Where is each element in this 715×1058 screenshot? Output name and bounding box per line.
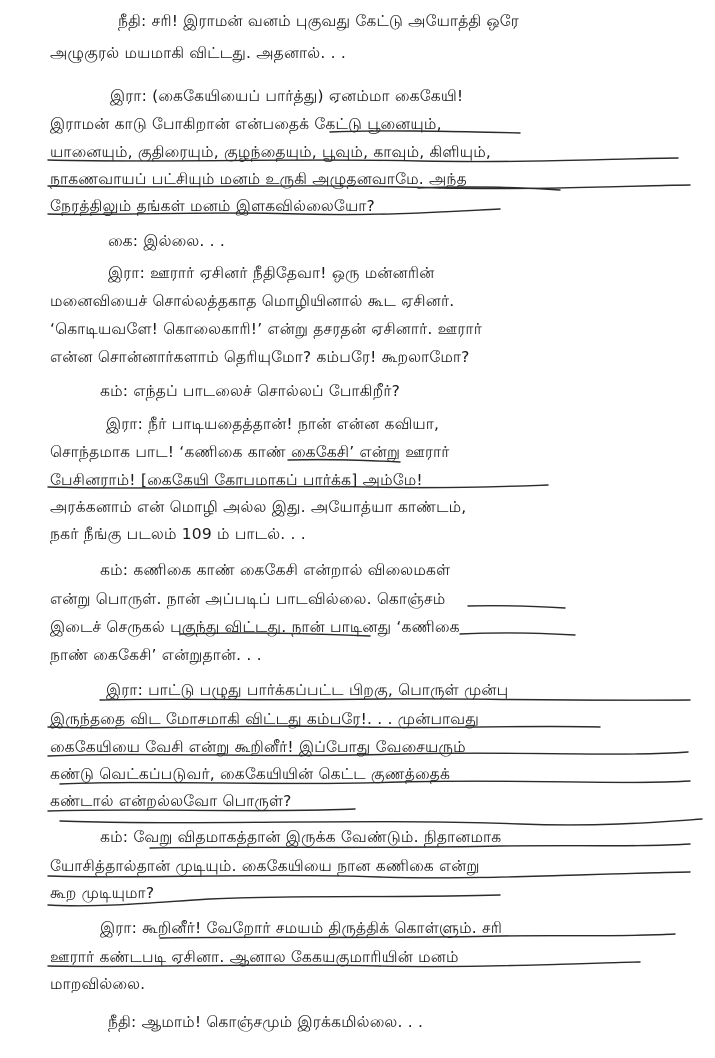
text-line: நாகணவாயப் பட்சியும் மனம் உருகி அழுதனவாமே. அந்த xyxy=(50,170,467,188)
text-line: நீதி: ஆமாம்! கொஞ்சமும் இரக்கமில்லை. . . xyxy=(108,1013,424,1031)
text-line: என்ன சொன்னார்களாம் தெரியுமோ? கம்பரே! கூறலாமோ? xyxy=(50,348,470,366)
text-line: மனைவியைச் சொல்லத்தகாத மொழியினால் கூட ஏசினர். xyxy=(50,292,455,310)
text-line: கம்: கணிகை காண் கைகேசி என்றால் விலைமகள் xyxy=(100,561,451,579)
text-line: மாறவில்லை. xyxy=(50,975,146,993)
text-line: கண்டு வெட்கப்படுவர், கைகேயியின் கெட்ட குணத்தைக் xyxy=(50,765,451,783)
pen-underline xyxy=(60,819,702,825)
text-line: ‘கொடியவளே! கொலைகாரி!’ என்று தசரதன் ஏசினார். ஊரார் xyxy=(50,320,482,338)
text-line: இடைச் செருகல் புகுந்து விட்டது. நான் பாடினது ‘கணிகை xyxy=(50,618,460,636)
text-line: யானையும், குதிரையும், குழந்தையும், பூவும், காவும், கிளியும், xyxy=(50,143,492,161)
text-line: ஊரார் கண்டபடி ஏசினா. ஆனால கேகயகுமாரியின் மனம் xyxy=(50,948,459,966)
text-line: யோசித்தால்தான் முடியும். கைகேயியை நான கணிகை என்று xyxy=(50,857,480,875)
text-line: அரக்கனாம் என் மொழி அல்ல இது. அயோத்யா காண்டம், xyxy=(50,498,467,516)
text-line: இரா: (கைகேயியைப் பார்த்து) ஏனம்மா கைகேயி! xyxy=(110,87,464,105)
text-line: இரா: நீர் பாடியதைத்தான்! நான் என்ன கவியா, xyxy=(106,415,440,433)
text-line: நீதி: சரி! இராமன் வனம் புகுவது கேட்டு அயோத்தி ஒரே xyxy=(118,12,519,30)
text-line: கம்: எந்தப் பாடலைச் சொல்லப் போகிறீர்? xyxy=(100,382,401,400)
text-line: பேசினராம்! [கைகேயி கோபமாகப் பார்க்க] அம்மே! xyxy=(50,471,423,489)
text-line: என்று பொருள். நான் அப்படிப் பாடவில்லை. கொஞ்சம் xyxy=(50,590,446,608)
text-line: நகர் நீங்கு படலம் 109 ம் பாடல். . . xyxy=(50,525,306,543)
text-line: கண்டால் என்றல்லவோ பொருள்? xyxy=(50,792,292,810)
text-line: அழுகுரல் மயமாகி விட்டது. அதனால். . . xyxy=(50,44,346,62)
text-line: கைகேயியை வேசி என்று கூறினீர்! இப்போது வேசையரும் xyxy=(50,738,466,756)
text-line: கம்: வேறு விதமாகத்தான் இருக்க வேண்டும். நிதானமாக xyxy=(100,828,502,846)
text-line: கூற முடியுமா? xyxy=(50,884,155,902)
text-line: கை: இல்லை. . . xyxy=(108,232,226,250)
text-line: இரா: கூறினீர்! வேறோர் சமயம் திருத்திக் கொள்ளும். சரி xyxy=(100,919,503,937)
text-line: இருந்ததை விட மோசமாகி விட்டது கம்பரே!. . . முன்பாவது xyxy=(50,710,479,728)
text-line: இரா: ஊரார் ஏசினர் நீதிதேவா! ஒரு மன்னரின் xyxy=(108,264,435,282)
text-line: இராமன் காடு போகிறான் என்பதைக் கேட்டு பூனையும், xyxy=(50,115,442,133)
text-line: நேரத்திலும் தங்கள் மனம் இளகவில்லையோ? xyxy=(50,197,375,215)
text-line: நாண் கைகேசி’ என்றுதான். . . xyxy=(50,646,262,664)
text-line: இரா: பாட்டு பழுது பார்க்கப்பட்ட பிறகு, பொருள் முன்பு xyxy=(106,681,509,699)
text-line: சொந்தமாக பாட! ‘கணிகை காண் கைகேசி’ என்று ஊரார் xyxy=(50,443,450,461)
